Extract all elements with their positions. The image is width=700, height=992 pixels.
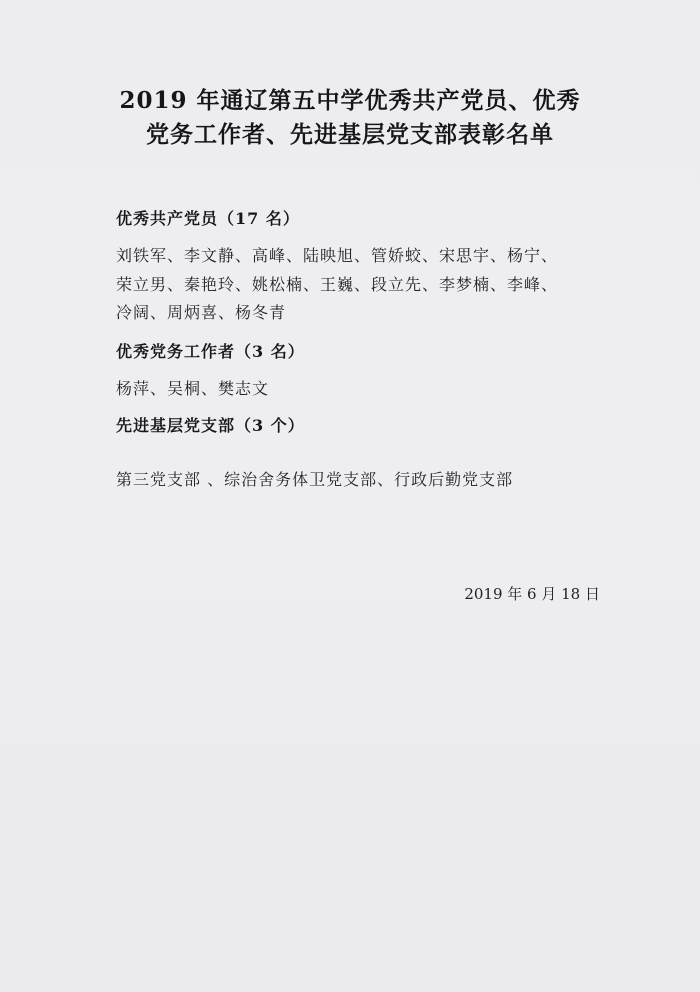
names-line: 刘铁军、李文静、高峰、陆映旭、管娇蛟、宋思宇、杨宁、 — [116, 246, 559, 265]
section-heading-party-workers: 优秀党务工作者（3 名） — [116, 342, 305, 361]
section-heading-excellent-members: 优秀共产党员（17 名） — [116, 209, 300, 228]
document-date: 2019 年 6 月 18 日 — [464, 585, 600, 603]
names-line: 杨萍、吴桐、樊志文 — [116, 379, 270, 398]
section-heading-advanced-branches: 先进基层党支部（3 个） — [116, 416, 305, 435]
names-line: 荣立男、秦艳玲、姚松楠、王巍、段立先、李梦楠、李峰、 — [116, 275, 559, 294]
branches-line: 第三党支部 、综治舍务体卫党支部、行政后勤党支部 — [116, 470, 514, 489]
title-line-1: 2019 年通辽第五中学优秀共产党员、优秀 — [119, 87, 581, 114]
names-line: 冷阔、周炳喜、杨冬青 — [116, 303, 287, 322]
title-line-2: 党务工作者、先进基层党支部表彰名单 — [146, 121, 554, 148]
